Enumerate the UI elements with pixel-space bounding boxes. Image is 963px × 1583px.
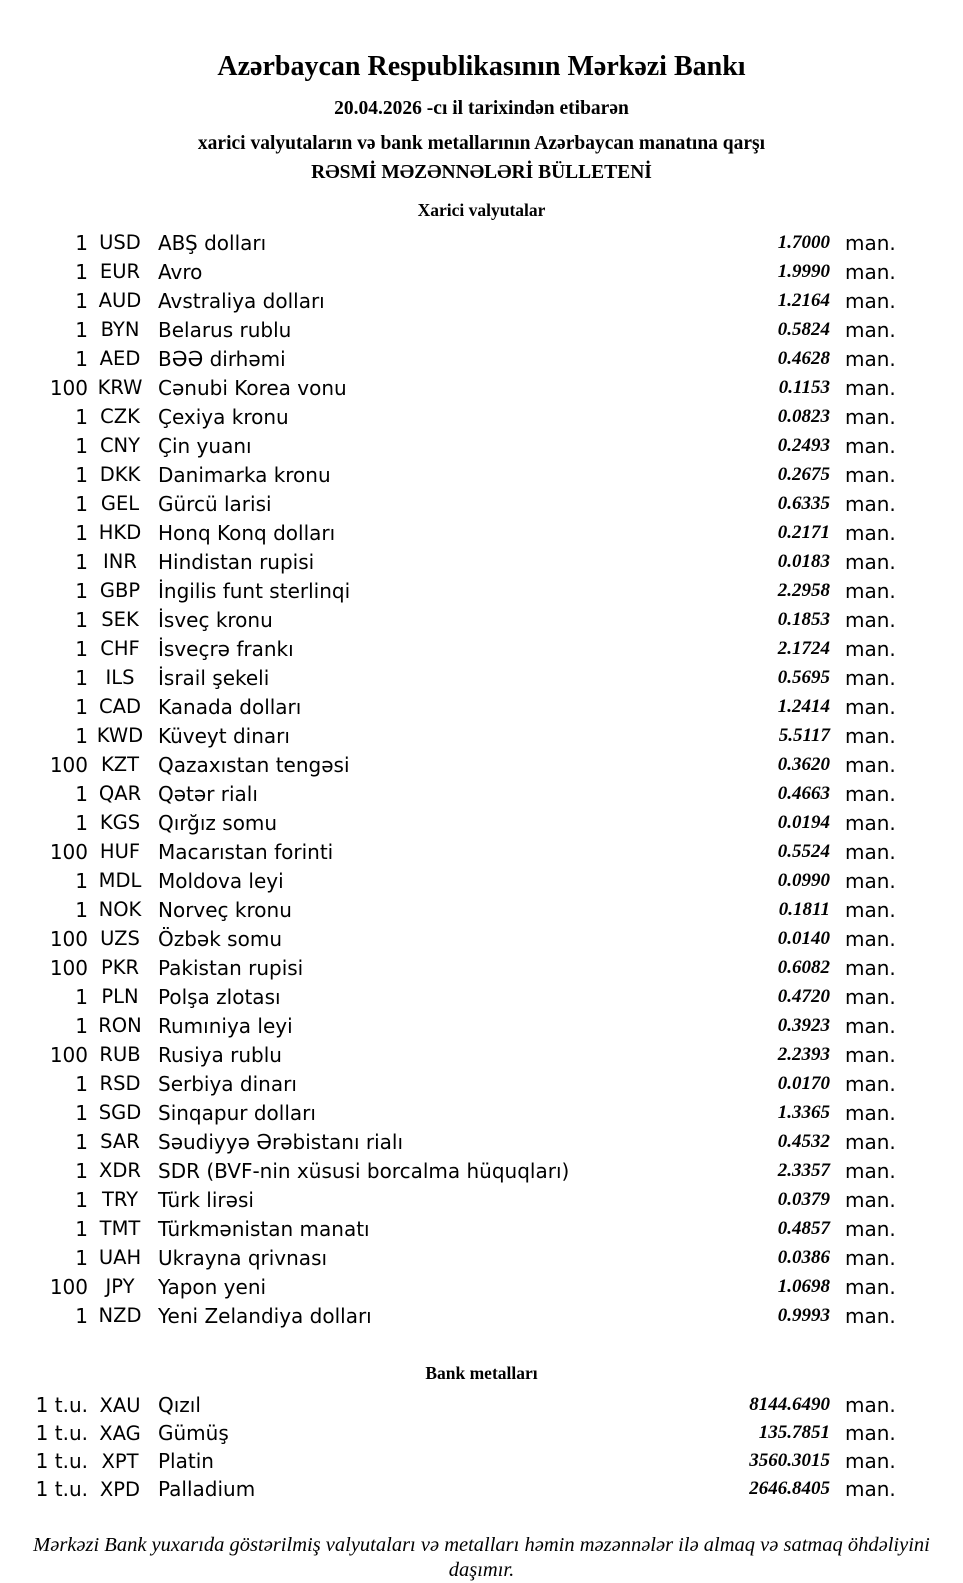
currency-name: Belarus rublu [158, 317, 292, 342]
manat-unit-label: man. [845, 607, 896, 632]
manat-unit-label: man. [845, 1245, 896, 1270]
table-row [0, 1243, 963, 1272]
currency-code: XPD [99, 1477, 141, 1501]
table-row [0, 1419, 963, 1447]
table-row [0, 1475, 963, 1503]
currency-name: İsveç kronu [158, 607, 273, 632]
quantity: 1 [75, 1129, 88, 1154]
table-row [0, 1447, 963, 1475]
table-row [0, 982, 963, 1011]
quantity: 1 [75, 433, 88, 458]
manat-unit-label: man. [845, 1071, 896, 1096]
table-row [0, 721, 963, 750]
table-row [0, 866, 963, 895]
manat-unit-label: man. [845, 926, 896, 951]
exchange-rate: 3560.3015 [749, 1450, 830, 1471]
exchange-rate: 0.1811 [778, 898, 830, 920]
currency-name: Serbiya dinarı [158, 1071, 297, 1096]
currency-name: Qırğız somu [158, 810, 278, 835]
currency-code: EUR [99, 260, 141, 283]
currency-code: GEL [100, 492, 140, 515]
exchange-rate: 0.6082 [777, 956, 830, 978]
currency-code: UAH [98, 1246, 142, 1269]
manat-unit-label: man. [845, 636, 896, 661]
quantity: 1 [75, 1100, 88, 1125]
exchange-rate: 8144.6490 [749, 1394, 830, 1415]
currency-code: SEK [101, 608, 139, 631]
quantity: 1 [75, 636, 88, 661]
currency-code: RUB [99, 1043, 141, 1066]
manat-unit-label: man. [845, 1158, 896, 1183]
currency-name: Sinqapur dolları [158, 1100, 316, 1125]
currency-code: CHF [100, 637, 140, 660]
quantity: 100 [49, 375, 88, 400]
table-row [0, 1272, 963, 1301]
currencies-table [0, 228, 963, 1330]
exchange-rate: 5.5117 [778, 724, 830, 746]
quantity: 100 [49, 926, 88, 951]
quantity: 1 [75, 607, 88, 632]
currency-code: NOK [98, 898, 142, 921]
currency-code: AUD [98, 289, 142, 312]
exchange-rate: 0.0823 [777, 405, 830, 427]
manat-unit-label: man. [845, 868, 896, 893]
currency-code: SAR [100, 1130, 140, 1153]
manat-unit-label: man. [845, 1187, 896, 1212]
currency-name: Ukrayna qrivnası [158, 1245, 328, 1270]
currency-name: Gürcü larisi [158, 491, 272, 516]
table-row [0, 1069, 963, 1098]
exchange-rate: 0.5824 [777, 318, 830, 340]
exchange-rate: 0.4532 [777, 1130, 830, 1152]
manat-unit-label: man. [845, 317, 896, 342]
currency-code: NZD [98, 1304, 142, 1327]
exchange-rate: 1.2414 [777, 695, 830, 717]
exchange-rate: 0.5524 [777, 840, 830, 862]
currency-code: CNY [99, 434, 141, 457]
manat-unit-label: man. [845, 723, 896, 748]
currency-name: SDR (BVF-nin xüsusi borcalma hüquqları) [158, 1158, 570, 1183]
quantity: 1 [75, 404, 88, 429]
currency-name: Pakistan rupisi [158, 955, 304, 980]
quantity: 1 [75, 723, 88, 748]
currency-name: İngilis funt sterlinqi [158, 578, 351, 603]
table-row [0, 1301, 963, 1330]
quantity: 1 [75, 897, 88, 922]
exchange-rate: 0.4628 [777, 347, 830, 369]
disclaimer-text: Mərkəzi Bank yuxarıda göstərilmiş valyutaları və metalları həmin məzənnələr ilə almaq və satmaq öhdəliyini daşımır. [33, 1534, 930, 1581]
manat-unit-label: man. [845, 1042, 896, 1067]
manat-unit-label: man. [845, 1100, 896, 1125]
quantity: 1 [75, 1071, 88, 1096]
exchange-rate: 0.1153 [778, 376, 830, 398]
currency-code: PLN [101, 985, 139, 1008]
exchange-rate: 0.5695 [777, 666, 830, 688]
currency-name: Qazaxıstan tengəsi [158, 752, 350, 777]
quantity: 1 [75, 984, 88, 1009]
currency-code: KGS [99, 811, 141, 834]
table-row [0, 837, 963, 866]
manat-unit-label: man. [845, 549, 896, 574]
manat-unit-label: man. [845, 520, 896, 545]
table-row [0, 605, 963, 634]
quantity: 1 t.u. [35, 1393, 88, 1417]
manat-unit-label: man. [845, 1449, 896, 1473]
quantity: 1 [75, 578, 88, 603]
currencies-section-title: Xarici valyutalar [417, 200, 546, 220]
table-row [0, 924, 963, 953]
quantity: 100 [49, 839, 88, 864]
currency-code: GBP [99, 579, 141, 602]
currency-code: ILS [105, 666, 135, 689]
currency-name: Moldova leyi [158, 868, 284, 893]
bank-name: Azərbaycan Respublikasının Mərkəzi Bankı [217, 51, 746, 82]
currency-code: KRW [97, 376, 143, 399]
exchange-rate: 0.9993 [777, 1304, 830, 1326]
exchange-rate: 0.0194 [777, 811, 830, 833]
currency-name: Norveç kronu [158, 897, 292, 922]
table-row [0, 1391, 963, 1419]
currency-code: XPT [101, 1449, 139, 1473]
table-row [0, 576, 963, 605]
quantity: 1 [75, 491, 88, 516]
quantity: 1 [75, 462, 88, 487]
quantity: 1 [75, 1158, 88, 1183]
quantity: 1 t.u. [35, 1477, 88, 1501]
manat-unit-label: man. [845, 665, 896, 690]
currency-name: Çin yuanı [158, 433, 252, 458]
currency-name: Türk lirəsi [158, 1187, 254, 1212]
currency-code: CAD [99, 695, 141, 718]
exchange-rate: 0.4720 [777, 985, 830, 1007]
table-row [0, 750, 963, 779]
exchange-rate: 0.2493 [777, 434, 830, 456]
currency-name: Hindistan rupisi [158, 549, 315, 574]
manat-unit-label: man. [845, 781, 896, 806]
currency-code: JPY [105, 1275, 135, 1298]
table-row [0, 1156, 963, 1185]
bulletin-subtitle: xarici valyutaların və bank metallarının Azərbaycan manatına qarşı [197, 133, 766, 154]
quantity: 1 [75, 665, 88, 690]
exchange-rate: 1.9990 [777, 260, 830, 282]
manat-unit-label: man. [845, 404, 896, 429]
currency-code: RSD [99, 1072, 141, 1095]
table-row [0, 953, 963, 982]
currency-code: KZT [100, 753, 140, 776]
manat-unit-label: man. [845, 433, 896, 458]
currency-code: CZK [100, 405, 140, 428]
quantity: 1 [75, 259, 88, 284]
currency-name: Avstraliya dolları [158, 288, 325, 313]
quantity: 100 [49, 1042, 88, 1067]
quantity: 1 [75, 549, 88, 574]
currency-name: Avro [158, 259, 203, 284]
exchange-rate: 135.7851 [758, 1422, 830, 1443]
currency-code: SGD [98, 1101, 142, 1124]
currency-name: ABŞ dolları [158, 230, 267, 255]
currency-code: DKK [99, 463, 141, 486]
table-row [0, 315, 963, 344]
manat-unit-label: man. [845, 897, 896, 922]
quantity: 1 [75, 288, 88, 313]
currency-code: INR [103, 550, 137, 573]
currency-name: Kanada dolları [158, 694, 302, 719]
currency-code: TMT [99, 1217, 141, 1240]
currency-name: Rusiya rublu [158, 1042, 282, 1067]
currency-name: Rumıniya leyi [158, 1013, 293, 1038]
table-row [0, 547, 963, 576]
quantity: 1 [75, 230, 88, 255]
exchange-rate: 0.0386 [777, 1246, 830, 1268]
manat-unit-label: man. [845, 839, 896, 864]
manat-unit-label: man. [845, 1274, 896, 1299]
exchange-rate: 0.3620 [777, 753, 830, 775]
currency-code: XDR [99, 1159, 141, 1182]
currency-name: Küveyt dinarı [158, 723, 290, 748]
exchange-rate: 0.0379 [777, 1188, 830, 1210]
currency-code: BYN [100, 318, 140, 341]
exchange-rate: 1.0698 [777, 1275, 830, 1297]
manat-unit-label: man. [845, 259, 896, 284]
currency-code: RON [98, 1014, 142, 1037]
table-row [0, 779, 963, 808]
table-row [0, 228, 963, 257]
table-row [0, 373, 963, 402]
exchange-rate: 0.0140 [777, 927, 830, 949]
currency-name: Platin [158, 1449, 214, 1473]
metals-section-title: Bank metalları [425, 1363, 538, 1383]
table-row [0, 808, 963, 837]
quantity: 1 [75, 1303, 88, 1328]
manat-unit-label: man. [845, 230, 896, 255]
manat-unit-label: man. [845, 955, 896, 980]
currency-name: Səudiyyə Ərəbistanı rialı [158, 1129, 404, 1154]
exchange-rate: 0.3923 [777, 1014, 830, 1036]
currency-name: BƏƏ dirhəmi [158, 346, 286, 371]
bulletin-title: RƏSMİ MƏZƏNNƏLƏRİ BÜLLETENİ [311, 162, 652, 183]
quantity: 1 [75, 781, 88, 806]
table-row [0, 1040, 963, 1069]
exchange-rate: 0.2171 [777, 521, 830, 543]
currency-name: Yeni Zelandiya dolları [158, 1303, 372, 1328]
exchange-rate: 0.6335 [777, 492, 830, 514]
exchange-rate: 2646.8405 [749, 1478, 830, 1499]
exchange-rate: 2.2958 [777, 579, 830, 601]
quantity: 1 [75, 520, 88, 545]
exchange-rate: 0.2675 [777, 463, 830, 485]
currency-name: Cənubi Korea vonu [158, 375, 347, 400]
manat-unit-label: man. [845, 1129, 896, 1154]
currency-name: Gümüş [158, 1421, 229, 1445]
exchange-rate: 1.7000 [777, 231, 830, 253]
manat-unit-label: man. [845, 752, 896, 777]
currency-name: Özbək somu [158, 926, 282, 951]
currency-name: Qətər rialı [158, 781, 258, 806]
exchange-rate: 2.3357 [777, 1159, 830, 1181]
quantity: 1 t.u. [35, 1421, 88, 1445]
table-row [0, 895, 963, 924]
manat-unit-label: man. [845, 1477, 896, 1501]
currency-name: Honq Konq dolları [158, 520, 336, 545]
exchange-rate: 0.0170 [777, 1072, 830, 1094]
table-row [0, 1098, 963, 1127]
currency-code: TRY [101, 1188, 139, 1211]
table-row [0, 1214, 963, 1243]
quantity: 1 [75, 1187, 88, 1212]
table-row [0, 663, 963, 692]
currency-name: Yapon yeni [158, 1274, 267, 1299]
currency-name: Polşa zlotası [158, 984, 281, 1009]
exchange-rate: 0.4857 [777, 1217, 830, 1239]
currency-code: PKR [100, 956, 140, 979]
quantity: 100 [49, 1274, 88, 1299]
currency-code: USD [99, 231, 141, 254]
manat-unit-label: man. [845, 1216, 896, 1241]
manat-unit-label: man. [845, 694, 896, 719]
table-row [0, 402, 963, 431]
currency-code: AED [99, 347, 141, 370]
table-row [0, 257, 963, 286]
quantity: 1 [75, 868, 88, 893]
bulletin-header [0, 0, 963, 185]
quantity: 100 [49, 752, 88, 777]
manat-unit-label: man. [845, 491, 896, 516]
exchange-rate: 2.1724 [777, 637, 830, 659]
exchange-rate: 2.2393 [777, 1043, 830, 1065]
currency-code: XAG [99, 1421, 141, 1445]
manat-unit-label: man. [845, 375, 896, 400]
currency-name: İsrail şekeli [158, 665, 270, 690]
quantity: 1 [75, 317, 88, 342]
exchange-rate: 0.0183 [777, 550, 830, 572]
table-row [0, 489, 963, 518]
manat-unit-label: man. [845, 462, 896, 487]
table-row [0, 460, 963, 489]
metals-table [0, 1391, 963, 1503]
currency-name: İsveçrə frankı [158, 636, 294, 661]
currency-name: Macarıstan forinti [158, 839, 334, 864]
quantity: 1 [75, 1216, 88, 1241]
currency-code: MDL [98, 869, 142, 892]
quantity: 1 t.u. [35, 1449, 88, 1473]
table-row [0, 431, 963, 460]
quantity: 1 [75, 346, 88, 371]
currency-name: Çexiya kronu [158, 404, 289, 429]
manat-unit-label: man. [845, 1303, 896, 1328]
currency-name: Türkmənistan manatı [158, 1216, 370, 1241]
quantity: 100 [49, 955, 88, 980]
manat-unit-label: man. [845, 578, 896, 603]
table-row [0, 634, 963, 663]
effective-date: 20.04.2026 -cı il tarixindən etibarən [334, 98, 629, 119]
exchange-rate: 1.2164 [777, 289, 830, 311]
quantity: 1 [75, 1245, 88, 1270]
exchange-rate: 0.0990 [777, 869, 830, 891]
manat-unit-label: man. [845, 346, 896, 371]
table-row [0, 344, 963, 373]
table-row [0, 692, 963, 721]
table-row [0, 1011, 963, 1040]
manat-unit-label: man. [845, 1393, 896, 1417]
exchange-rate: 1.3365 [777, 1101, 830, 1123]
quantity: 1 [75, 1013, 88, 1038]
manat-unit-label: man. [845, 1421, 896, 1445]
manat-unit-label: man. [845, 984, 896, 1009]
currency-name: Palladium [158, 1477, 256, 1501]
manat-unit-label: man. [845, 1013, 896, 1038]
currency-code: KWD [96, 724, 144, 747]
currency-name: Qızıl [158, 1393, 201, 1417]
currency-code: QAR [98, 782, 142, 805]
manat-unit-label: man. [845, 288, 896, 313]
exchange-rate: 0.1853 [777, 608, 830, 630]
currency-code: XAU [99, 1393, 141, 1417]
currency-code: HKD [98, 521, 142, 544]
quantity: 1 [75, 694, 88, 719]
exchange-rate: 0.4663 [777, 782, 830, 804]
table-row [0, 1185, 963, 1214]
quantity: 1 [75, 810, 88, 835]
table-row [0, 518, 963, 547]
table-row [0, 1127, 963, 1156]
manat-unit-label: man. [845, 810, 896, 835]
table-row [0, 286, 963, 315]
currency-code: HUF [99, 840, 141, 863]
currency-code: UZS [100, 927, 140, 950]
currency-name: Danimarka kronu [158, 462, 331, 487]
